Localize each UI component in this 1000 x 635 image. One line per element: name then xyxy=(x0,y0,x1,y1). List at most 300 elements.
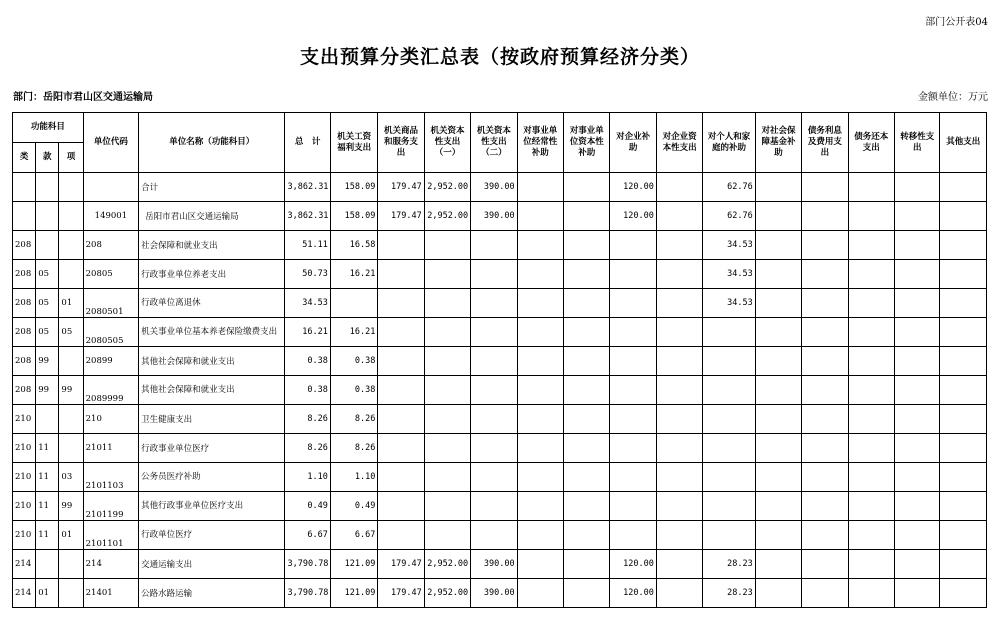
c3-cell xyxy=(424,318,470,347)
table-row xyxy=(13,376,987,405)
c12-cell xyxy=(848,579,894,608)
unit-name-cell: 行政事业单位医疗 xyxy=(139,434,285,463)
c11-header: 债务利息及费用支出 xyxy=(802,113,848,173)
c3-cell xyxy=(424,289,470,318)
c7-header: 对企业补助 xyxy=(610,113,656,173)
c10-cell xyxy=(755,347,801,376)
lei-cell xyxy=(13,202,36,231)
c3-cell: 2,952.00 xyxy=(424,202,470,231)
c14-cell xyxy=(940,173,987,202)
unit-code-cell: 2101103 xyxy=(83,463,139,492)
c5-cell xyxy=(517,231,563,260)
lei-cell: 210 xyxy=(13,463,36,492)
c12-cell xyxy=(848,434,894,463)
c3-cell xyxy=(424,347,470,376)
c10-cell xyxy=(755,260,801,289)
c9-cell xyxy=(703,521,755,550)
total-cell: 51.11 xyxy=(285,231,330,260)
table-row xyxy=(13,405,987,434)
c7-cell: 120.00 xyxy=(610,550,656,579)
c11-cell xyxy=(802,318,848,347)
lei-cell: 210 xyxy=(13,492,36,521)
c14-cell xyxy=(940,289,987,318)
unit-name-cell: 合计 xyxy=(139,173,285,202)
c14-cell xyxy=(940,318,987,347)
c8-cell xyxy=(656,376,702,405)
c2-cell xyxy=(378,289,424,318)
table-row xyxy=(13,318,987,347)
c6-cell xyxy=(564,231,610,260)
total-cell: 6.67 xyxy=(285,521,330,550)
c9-cell: 34.53 xyxy=(703,289,755,318)
c2-cell xyxy=(378,434,424,463)
c9-cell xyxy=(703,463,755,492)
c10-cell xyxy=(755,231,801,260)
table-body xyxy=(13,173,987,608)
c4-cell: 390.00 xyxy=(471,173,517,202)
table-row xyxy=(13,550,987,579)
lei-cell: 214 xyxy=(13,550,36,579)
c5-cell xyxy=(517,289,563,318)
c10-cell xyxy=(755,289,801,318)
c8-cell xyxy=(656,434,702,463)
unit-code-cell: 21401 xyxy=(83,579,139,608)
table-row xyxy=(13,463,987,492)
c14-cell xyxy=(940,347,987,376)
c2-cell xyxy=(378,521,424,550)
c14-cell xyxy=(940,376,987,405)
c11-cell xyxy=(802,260,848,289)
unit-code-cell xyxy=(83,173,139,202)
xiang-cell xyxy=(59,173,83,202)
c11-cell xyxy=(802,173,848,202)
c3-cell: 2,952.00 xyxy=(424,550,470,579)
c6-cell xyxy=(564,318,610,347)
c4-cell xyxy=(471,463,517,492)
c13-cell xyxy=(895,405,940,434)
c3-cell xyxy=(424,463,470,492)
c12-cell xyxy=(848,231,894,260)
c12-header: 债务还本支出 xyxy=(848,113,894,173)
lei-cell: 208 xyxy=(13,318,36,347)
c8-cell xyxy=(656,492,702,521)
c1-cell: 0.38 xyxy=(330,347,377,376)
c1-cell: 8.26 xyxy=(330,405,377,434)
c9-cell: 62.76 xyxy=(703,202,755,231)
xiang-cell xyxy=(59,231,83,260)
xiang-cell: 01 xyxy=(59,289,83,318)
c6-cell xyxy=(564,173,610,202)
c7-cell xyxy=(610,405,656,434)
unit-code-cell: 210 xyxy=(83,405,139,434)
c13-cell xyxy=(895,318,940,347)
func-subject-header: 功能科目 xyxy=(13,113,84,143)
c3-cell xyxy=(424,492,470,521)
c1-cell: 158.09 xyxy=(330,173,377,202)
c13-cell xyxy=(895,550,940,579)
kuan-cell: 99 xyxy=(36,347,59,376)
unit-code-cell: 20899 xyxy=(83,347,139,376)
c12-cell xyxy=(848,202,894,231)
c2-cell: 179.47 xyxy=(378,579,424,608)
c7-cell xyxy=(610,260,656,289)
c13-cell xyxy=(895,347,940,376)
c7-cell xyxy=(610,434,656,463)
c6-cell xyxy=(564,579,610,608)
table-row xyxy=(13,579,987,608)
c13-cell xyxy=(895,289,940,318)
c10-cell xyxy=(755,405,801,434)
c11-cell xyxy=(802,289,848,318)
c7-cell xyxy=(610,231,656,260)
c8-cell xyxy=(656,405,702,434)
lei-cell: 210 xyxy=(13,434,36,463)
c12-cell xyxy=(848,376,894,405)
c5-header: 对事业单位经常性补助 xyxy=(517,113,563,173)
c3-cell: 2,952.00 xyxy=(424,579,470,608)
c6-cell xyxy=(564,289,610,318)
c1-cell: 121.09 xyxy=(330,579,377,608)
c1-cell: 16.58 xyxy=(330,231,377,260)
c2-cell: 179.47 xyxy=(378,202,424,231)
c11-cell xyxy=(802,231,848,260)
table-row xyxy=(13,260,987,289)
c5-cell xyxy=(517,405,563,434)
c6-cell xyxy=(564,434,610,463)
c8-cell xyxy=(656,231,702,260)
c2-header: 机关商品和服务支出 xyxy=(378,113,424,173)
c7-cell xyxy=(610,492,656,521)
c2-cell xyxy=(378,260,424,289)
lei-cell: 208 xyxy=(13,376,36,405)
c9-cell: 34.53 xyxy=(703,260,755,289)
c4-cell xyxy=(471,231,517,260)
total-cell: 8.26 xyxy=(285,434,330,463)
unit-name-cell: 机关事业单位基本养老保险缴费支出 xyxy=(139,318,285,347)
c7-cell xyxy=(610,347,656,376)
c5-cell xyxy=(517,202,563,231)
xiang-cell xyxy=(59,260,83,289)
c2-cell xyxy=(378,231,424,260)
c7-cell: 120.00 xyxy=(610,579,656,608)
unit-name-cell: 社会保障和就业支出 xyxy=(139,231,285,260)
c1-cell: 158.09 xyxy=(330,202,377,231)
c14-header: 其他支出 xyxy=(940,113,987,173)
kuan-cell: 11 xyxy=(36,463,59,492)
unit-name-cell: 公路水路运输 xyxy=(139,579,285,608)
c1-cell: 16.21 xyxy=(330,318,377,347)
unit-code-cell: 2080501 xyxy=(83,289,139,318)
kuan-cell: 01 xyxy=(36,579,59,608)
page-title: 支出预算分类汇总表（按政府预算经济分类） xyxy=(299,46,700,68)
c3-cell xyxy=(424,231,470,260)
c1-cell: 0.49 xyxy=(330,492,377,521)
lei-cell: 214 xyxy=(13,579,36,608)
xiang-cell: 03 xyxy=(59,463,83,492)
c9-header: 对个人和家庭的补助 xyxy=(703,113,755,173)
c14-cell xyxy=(940,492,987,521)
c12-cell xyxy=(848,289,894,318)
total-cell: 0.38 xyxy=(285,376,330,405)
c12-cell xyxy=(848,463,894,492)
lei-cell: 208 xyxy=(13,260,36,289)
kuan-cell xyxy=(36,550,59,579)
xiang-cell xyxy=(59,202,83,231)
c1-cell: 0.38 xyxy=(330,376,377,405)
c4-cell xyxy=(471,376,517,405)
c14-cell xyxy=(940,202,987,231)
unit-name-cell: 其他社会保障和就业支出 xyxy=(139,347,285,376)
c4-cell xyxy=(471,492,517,521)
unit-name-cell: 岳阳市君山区交通运输局 xyxy=(139,202,285,231)
kuan-cell: 11 xyxy=(36,521,59,550)
c7-cell xyxy=(610,318,656,347)
c5-cell xyxy=(517,579,563,608)
unit-name-header: 单位名称（功能科目） xyxy=(139,113,285,173)
c14-cell xyxy=(940,550,987,579)
kuan-cell xyxy=(36,231,59,260)
c12-cell xyxy=(848,405,894,434)
c8-header: 对企业资本性支出 xyxy=(656,113,702,173)
c12-cell xyxy=(848,318,894,347)
xiang-cell xyxy=(59,347,83,376)
c10-header: 对社会保障基金补助 xyxy=(755,113,801,173)
c4-cell xyxy=(471,260,517,289)
c3-cell xyxy=(424,260,470,289)
unit-name-cell: 卫生健康支出 xyxy=(139,405,285,434)
lei-cell: 210 xyxy=(13,521,36,550)
c7-cell xyxy=(610,521,656,550)
c9-cell xyxy=(703,492,755,521)
table-row xyxy=(13,521,987,550)
table-row xyxy=(13,289,987,318)
c4-cell xyxy=(471,521,517,550)
total-cell: 8.26 xyxy=(285,405,330,434)
c8-cell xyxy=(656,289,702,318)
unit-code-cell: 2080505 xyxy=(83,318,139,347)
c14-cell xyxy=(940,231,987,260)
c10-cell xyxy=(755,434,801,463)
c13-cell xyxy=(895,202,940,231)
c13-header: 转移性支出 xyxy=(895,113,940,173)
c14-cell xyxy=(940,260,987,289)
c5-cell xyxy=(517,173,563,202)
total-header: 总 计 xyxy=(285,113,330,173)
c10-cell xyxy=(755,550,801,579)
c6-cell xyxy=(564,521,610,550)
c2-cell xyxy=(378,463,424,492)
c2-cell xyxy=(378,376,424,405)
department-label: 部门：岳阳市君山区交通运输局 xyxy=(13,92,153,103)
c9-cell: 34.53 xyxy=(703,231,755,260)
c13-cell xyxy=(895,492,940,521)
xiang-cell: 99 xyxy=(59,492,83,521)
c5-cell xyxy=(517,463,563,492)
c8-cell xyxy=(656,318,702,347)
c11-cell xyxy=(802,405,848,434)
c2-cell xyxy=(378,347,424,376)
c14-cell xyxy=(940,405,987,434)
kuan-cell: 11 xyxy=(36,492,59,521)
unit-code-cell: 2101199 xyxy=(83,492,139,521)
c1-cell: 16.21 xyxy=(330,260,377,289)
c12-cell xyxy=(848,260,894,289)
lei-header: 类 xyxy=(13,143,36,173)
c10-cell xyxy=(755,376,801,405)
c14-cell xyxy=(940,463,987,492)
xiang-header: 项 xyxy=(59,143,83,173)
c7-cell xyxy=(610,463,656,492)
c7-cell: 120.00 xyxy=(610,202,656,231)
c6-cell xyxy=(564,347,610,376)
c2-cell xyxy=(378,318,424,347)
kuan-cell xyxy=(36,173,59,202)
c9-cell xyxy=(703,347,755,376)
kuan-header: 款 xyxy=(36,143,59,173)
unit-code-cell: 2101101 xyxy=(83,521,139,550)
c6-cell xyxy=(564,260,610,289)
unit-code-cell: 149001 xyxy=(83,202,139,231)
unit-code-cell: 21011 xyxy=(83,434,139,463)
c3-cell xyxy=(424,521,470,550)
kuan-cell: 99 xyxy=(36,376,59,405)
c1-cell: 6.67 xyxy=(330,521,377,550)
c4-cell xyxy=(471,405,517,434)
xiang-cell xyxy=(59,550,83,579)
unit-name-cell: 行政单位医疗 xyxy=(139,521,285,550)
unit-name-cell: 交通运输支出 xyxy=(139,550,285,579)
xiang-cell: 05 xyxy=(59,318,83,347)
table-row xyxy=(13,231,987,260)
lei-cell: 208 xyxy=(13,289,36,318)
table-row xyxy=(13,173,987,202)
c10-cell xyxy=(755,318,801,347)
table-row xyxy=(13,202,987,231)
c10-cell xyxy=(755,173,801,202)
c12-cell xyxy=(848,521,894,550)
unit-name-cell: 其他社会保障和就业支出 xyxy=(139,376,285,405)
c9-cell: 28.23 xyxy=(703,550,755,579)
unit-name-cell: 行政单位离退休 xyxy=(139,289,285,318)
c11-cell xyxy=(802,492,848,521)
c3-cell xyxy=(424,376,470,405)
kuan-cell xyxy=(36,405,59,434)
c5-cell xyxy=(517,521,563,550)
c5-cell xyxy=(517,550,563,579)
c6-cell xyxy=(564,463,610,492)
c4-cell: 390.00 xyxy=(471,579,517,608)
lei-cell xyxy=(13,173,36,202)
c5-cell xyxy=(517,347,563,376)
total-cell: 50.73 xyxy=(285,260,330,289)
c10-cell xyxy=(755,463,801,492)
c10-cell xyxy=(755,579,801,608)
total-cell: 3,862.31 xyxy=(285,173,330,202)
c8-cell xyxy=(656,521,702,550)
xiang-cell xyxy=(59,579,83,608)
c6-cell xyxy=(564,376,610,405)
c6-header: 对事业单位资本性补助 xyxy=(564,113,610,173)
kuan-cell: 05 xyxy=(36,260,59,289)
c3-header: 机关资本性支出（一） xyxy=(424,113,470,173)
c11-cell xyxy=(802,376,848,405)
c1-cell: 1.10 xyxy=(330,463,377,492)
xiang-cell xyxy=(59,434,83,463)
c8-cell xyxy=(656,550,702,579)
c14-cell xyxy=(940,434,987,463)
c11-cell xyxy=(802,579,848,608)
c13-cell xyxy=(895,260,940,289)
c8-cell xyxy=(656,463,702,492)
c12-cell xyxy=(848,492,894,521)
table-number-label: 部门公开表04 xyxy=(925,17,988,28)
c4-cell: 390.00 xyxy=(471,202,517,231)
unit-code-cell: 20805 xyxy=(83,260,139,289)
c8-cell xyxy=(656,202,702,231)
c13-cell xyxy=(895,521,940,550)
xiang-cell: 01 xyxy=(59,521,83,550)
c6-cell xyxy=(564,202,610,231)
c13-cell xyxy=(895,463,940,492)
c11-cell xyxy=(802,434,848,463)
c10-cell xyxy=(755,202,801,231)
c9-cell xyxy=(703,405,755,434)
c12-cell xyxy=(848,550,894,579)
c5-cell xyxy=(517,318,563,347)
c9-cell xyxy=(703,434,755,463)
table-row xyxy=(13,492,987,521)
c1-cell: 121.09 xyxy=(330,550,377,579)
c1-cell xyxy=(330,289,377,318)
c10-cell xyxy=(755,492,801,521)
c3-cell: 2,952.00 xyxy=(424,173,470,202)
c5-cell xyxy=(517,376,563,405)
total-cell: 0.38 xyxy=(285,347,330,376)
c4-cell xyxy=(471,347,517,376)
unit-code-header: 单位代码 xyxy=(83,113,139,173)
c11-cell xyxy=(802,550,848,579)
total-cell: 3,790.78 xyxy=(285,579,330,608)
unit-name-cell: 行政事业单位养老支出 xyxy=(139,260,285,289)
c6-cell xyxy=(564,405,610,434)
c12-cell xyxy=(848,347,894,376)
c12-cell xyxy=(848,173,894,202)
total-cell: 3,862.31 xyxy=(285,202,330,231)
c1-cell: 8.26 xyxy=(330,434,377,463)
c2-cell: 179.47 xyxy=(378,550,424,579)
kuan-cell xyxy=(36,202,59,231)
total-cell: 0.49 xyxy=(285,492,330,521)
unit-code-cell: 214 xyxy=(83,550,139,579)
c6-cell xyxy=(564,492,610,521)
c14-cell xyxy=(940,579,987,608)
c5-cell xyxy=(517,434,563,463)
c7-cell xyxy=(610,376,656,405)
c9-cell xyxy=(703,376,755,405)
total-cell: 3,790.78 xyxy=(285,550,330,579)
c11-cell xyxy=(802,202,848,231)
lei-cell: 208 xyxy=(13,347,36,376)
c2-cell xyxy=(378,405,424,434)
c2-cell: 179.47 xyxy=(378,173,424,202)
c4-cell: 390.00 xyxy=(471,550,517,579)
c9-cell: 28.23 xyxy=(703,579,755,608)
unit-name-cell: 其他行政事业单位医疗支出 xyxy=(139,492,285,521)
c11-cell xyxy=(802,521,848,550)
kuan-cell: 05 xyxy=(36,289,59,318)
c3-cell xyxy=(424,405,470,434)
c7-cell xyxy=(610,289,656,318)
